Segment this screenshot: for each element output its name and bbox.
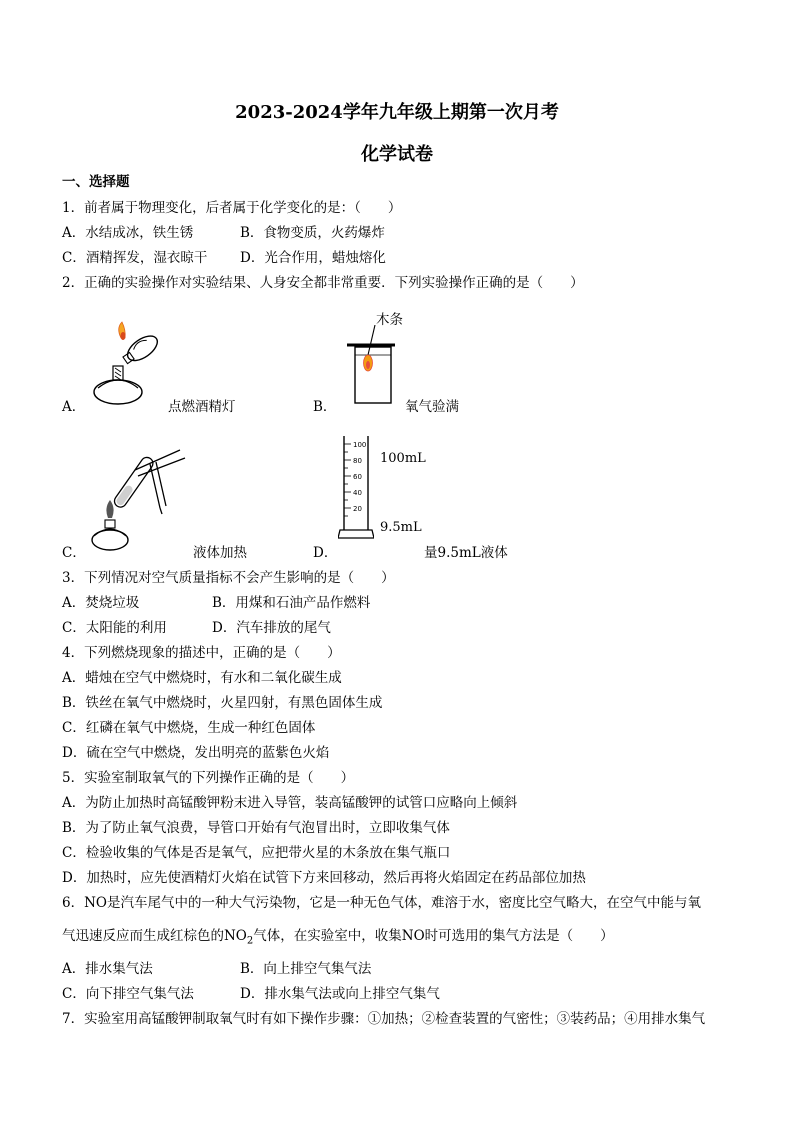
q2-option-a-letter: A． xyxy=(62,399,86,415)
q2-stem: 2．正确的实验操作对实验结果、人身安全都非常重要．下列实验操作正确的是（ ） xyxy=(62,275,584,291)
q4-stem: 4．下列燃烧现象的描述中，正确的是（ ） xyxy=(62,645,341,661)
q2-option-c-letter: C． xyxy=(62,545,86,561)
q6-options-cd xyxy=(62,985,440,1003)
q2-option-d-caption: 量9.5mL液体 xyxy=(424,545,508,561)
q1-stem: 1．前者属于物理变化，后者属于化学变化的是：（ ） xyxy=(62,200,402,216)
cyl-label-9-5: 9.5mL xyxy=(380,520,422,535)
q6-stem-line2 xyxy=(62,927,614,951)
q4-option-c: C．红磷在氧气中燃烧，生成一种红色固体 xyxy=(62,720,316,736)
q3-options-cd xyxy=(62,619,331,637)
q5-option-b: B．为了防止氧气浪费，导管口开始有气泡冒出时，立即收集气体 xyxy=(62,820,450,836)
q1-option-b: B．食物变质，火药爆炸 xyxy=(240,225,385,241)
q4-option-b: B．铁丝在氧气中燃烧时，火星四射，有黑色固体生成 xyxy=(62,695,383,711)
q7-stem: 7．实验室用高锰酸钾制取氧气时有如下操作步骤：①加热；②检查装置的气密性；③装药品；④用排水集气 xyxy=(62,1011,706,1027)
no2-subscript: 2 xyxy=(246,935,254,947)
q6-option-d: D．排水集气法或向上排空气集气 xyxy=(240,986,440,1002)
exam-subtitle: 化学试卷 xyxy=(361,144,433,165)
wood-stick-label: 木条 xyxy=(376,312,403,328)
q2-option-b-letter: B． xyxy=(313,399,337,415)
cyl-tick-100: 100 xyxy=(353,441,367,449)
cyl-tick-20: 20 xyxy=(353,505,362,513)
measuring-cylinder-figure xyxy=(338,432,374,542)
q6-stem-line2-post: 气体，在实验室中，收集NO时可选用的集气方法是（ ） xyxy=(253,928,614,944)
q1-options-ab xyxy=(62,224,385,242)
cyl-tick-40: 40 xyxy=(353,489,362,497)
cyl-label-100: 100mL xyxy=(380,451,426,466)
q4-option-d: D．硫在空气中燃烧，发出明亮的蓝紫色火焰 xyxy=(62,745,330,761)
q3-option-a: A．焚烧垃圾 xyxy=(62,595,140,611)
q2-option-d-letter: D． xyxy=(313,545,338,561)
q6-option-b: B．向上排空气集气法 xyxy=(240,961,372,977)
q2-option-c-caption: 液体加热 xyxy=(193,545,247,561)
q1-option-d: D．光合作用，蜡烛熔化 xyxy=(240,250,386,266)
q6-stem-line2-pre: 气迅速反应而生成红棕色的NO xyxy=(62,928,247,944)
q2-option-b-caption: 氧气验满 xyxy=(405,399,459,415)
test-tube-heating-figure xyxy=(90,448,200,554)
cyl-tick-60: 60 xyxy=(353,473,362,481)
q5-option-c: C．检验收集的气体是否是氧气，应把带火星的木条放在集气瓶口 xyxy=(62,845,451,861)
exam-title: 2023-2024学年九年级上期第一次月考 xyxy=(235,102,559,123)
q2-option-a-caption: 点燃酒精灯 xyxy=(168,399,236,415)
q1-option-a: A．水结成冰，铁生锈 xyxy=(62,225,194,241)
q5-stem: 5．实验室制取氧气的下列操作正确的是（ ） xyxy=(62,770,355,786)
gas-bottle-figure xyxy=(345,325,405,407)
q6-stem-line1: 6．NO是汽车尾气中的一种大气污染物，它是一种无色气体，难溶于水，密度比空气略大，在空气中能与氧 xyxy=(62,895,701,911)
cyl-tick-80: 80 xyxy=(353,457,362,465)
q3-stem: 3．下列情况对空气质量指标不会产生影响的是（ ） xyxy=(62,570,395,586)
q5-option-d: D．加热时，应先使酒精灯火焰在试管下方来回移动，然后再将火焰固定在药品部位加热 xyxy=(62,870,586,886)
q3-option-d: D．汽车排放的尾气 xyxy=(212,620,331,636)
q3-options-ab xyxy=(62,594,371,612)
q5-option-a: A．为防止加热时高锰酸钾粉末进入导管，装高锰酸钾的试管口应略向上倾斜 xyxy=(62,795,518,811)
q3-option-c: C．太阳能的利用 xyxy=(62,620,167,636)
lamp-to-lamp-figure xyxy=(88,320,168,410)
q6-options-ab xyxy=(62,960,372,978)
q6-option-a: A．排水集气法 xyxy=(62,961,153,977)
q1-option-c: C．酒精挥发，湿衣晾干 xyxy=(62,250,208,266)
q6-option-c: C．向下排空气集气法 xyxy=(62,986,194,1002)
q1-options-cd xyxy=(62,249,386,267)
q3-option-b: B．用煤和石油产品作燃料 xyxy=(212,595,371,611)
q4-option-a: A．蜡烛在空气中燃烧时，有水和二氧化碳生成 xyxy=(62,670,342,686)
section-heading: 一、选择题 xyxy=(62,174,130,190)
